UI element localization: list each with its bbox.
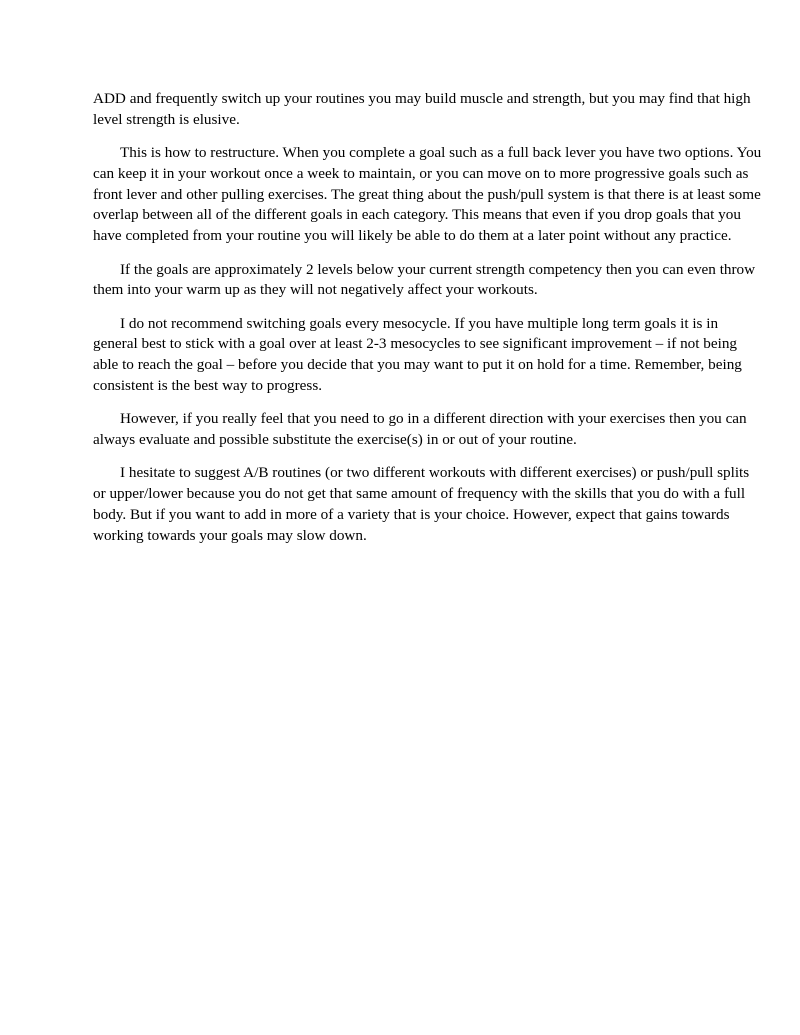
document-body (93, 89, 765, 559)
paragraph-3: If the goals are approximately 2 levels below your current strength competency then you can even throw them into your warm up as they will not negatively affect your workouts. (93, 260, 756, 299)
paragraph-1: ADD and frequently switch up your routines you may build muscle and strength, but you may find that high level strength is elusive. (93, 90, 751, 128)
paragraph-2: This is how to restructure. When you complete a goal such as a full back lever you have two options. You can keep it in your workout once a week to maintain, or you can move on to more progressive goals such as front lever and other pulling exercises. The great thing about the push/pull system is that there is at least some overlap between all of the different goals in each category. This means that even if you drop goals that you have completed from your routine you will likely be able to do them at a later point without any practice. (93, 144, 762, 245)
paragraph-6: I hesitate to suggest A/B routines (or two different workouts with different exercises) or push/pull splits or upper/lower because you do not get that same amount of frequency with the skills that you do with a full body. But if you want to add in more of a variety that is your choice. However, expect that gains towards working towards your goals may slow down. (93, 464, 750, 544)
paragraph-4: I do not recommend switching goals every mesocycle. If you have multiple long term goals it is in general best to stick with a goal over at least 2-3 mesocycles to see significant improvement – if not being able to reach the goal – before you decide that you may want to put it on hold for a time. Remember, being consistent is the best way to progress. (93, 314, 742, 395)
paragraph-5: However, if you really feel that you need to go in a different direction with your exercises then you can always evaluate and possible substitute the exercise(s) in or out of your routine. (93, 410, 747, 449)
